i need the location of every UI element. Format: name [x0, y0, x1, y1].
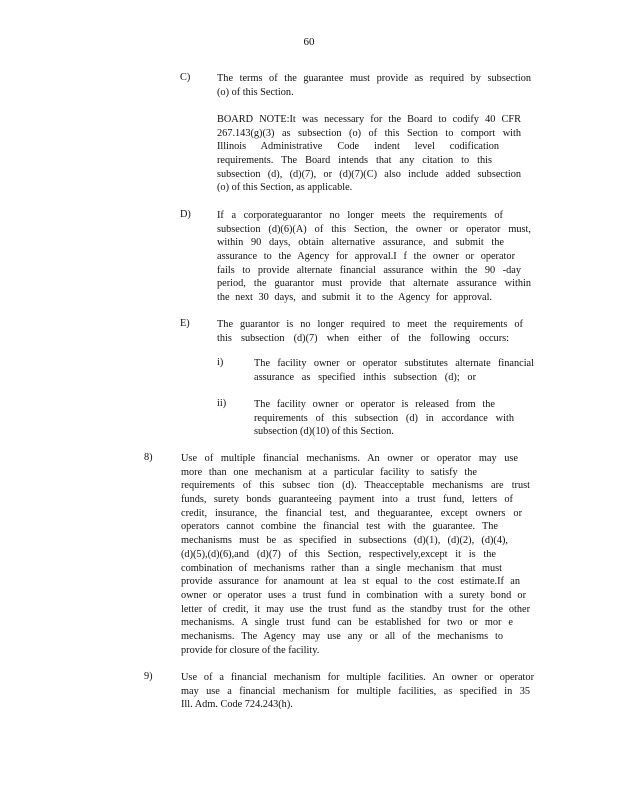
item-c-marker: C) [180, 72, 191, 83]
text-line: subsection (d), (d)(7), or (d)(7)(C) also include added subsection [217, 168, 521, 180]
text-line: more than one mechanism at a particular facility to satisfy the [181, 466, 477, 478]
text-line: The facility owner or operator substitutes alternate financial [254, 358, 534, 369]
text-line: mechanisms must be as specified in subsections (d)(1), (d)(2), (d)(4), [181, 535, 508, 547]
text-line: combination of mechanisms rather than a single mechanism that must [181, 562, 502, 574]
text-line: owner or operator uses a trust fund in combination with a surety bond or [181, 589, 526, 601]
text-line: 267.143(g)(3) as subsection (o) of this Section to comport with [217, 127, 521, 139]
text-line: credit, insurance, the financial test, and theguarantee, except owners or [181, 507, 522, 519]
page-number: 60 [303, 36, 315, 48]
text-line: funds, surety bonds guaranteeing payment into a trust fund, letters of [181, 494, 513, 506]
text-line: period, the guarantor must provide that alternate assurance within [217, 278, 531, 290]
text-line: If a corporateguarantor no longer meets the requirements of [217, 210, 503, 221]
text-line: provide for closure of the facility. [181, 644, 320, 656]
item-e-text [217, 318, 523, 345]
item-c-text [217, 72, 531, 99]
text-line: mechanisms. The Agency may use any or all of the mechanisms to [181, 630, 503, 642]
text-line: subsection (d)(10) of this Section. [254, 426, 394, 438]
item-d-text [217, 209, 531, 305]
text-line: may use a financial mechanism for multiple facilities, as specified in 35 [181, 685, 530, 697]
text-line: within 90 days, obtain alternative assurance, and submit the [217, 237, 504, 249]
text-line: Illinois Administrative Code indent level codification [217, 141, 499, 153]
item-9-marker: 9) [144, 671, 153, 682]
board-note-text [217, 113, 521, 195]
text-line: operators cannot combine the financial test with the guarantee. The [181, 521, 498, 533]
item-e-ii-marker: ii) [217, 398, 227, 409]
text-line: Use of a financial mechanism for multiple facilities. An owner or operator [181, 672, 534, 683]
text-line: (o) of this Section, as applicable. [217, 182, 353, 194]
text-line: (o) of this Section. [217, 86, 294, 98]
text-line: (d)(5),(d)(6),and (d)(7) of this Section, respectively,except it is the [181, 548, 496, 560]
text-line: the next 30 days, and submit it to the Agency for approval. [217, 292, 492, 304]
text-line: The guarantor is no longer required to meet the requirements of [217, 319, 523, 330]
item-e-i-marker: i) [217, 357, 224, 368]
item-8-text [181, 452, 530, 657]
text-line: letter of credit, it may use the trust fund as the standby trust for the other [181, 603, 530, 615]
text-line: The facility owner or operator is released from the [254, 399, 495, 410]
text-line: requirements of this subsec tion (d). Theacceptable mechanisms are trust [181, 480, 530, 492]
item-9-text [181, 671, 534, 712]
text-line: The terms of the guarantee must provide as required by subsection [217, 73, 531, 84]
text-line: provide assurance for anamount at lea st equal to the cost estimate.If an [181, 576, 520, 588]
item-e-i-text [254, 357, 534, 384]
text-line: subsection (d)(6)(A) of this Section, the owner or operator must, [217, 223, 531, 235]
item-8-marker: 8) [144, 452, 153, 463]
text-line: requirements. The Board intends that any citation to this [217, 155, 492, 167]
item-d-marker: D) [180, 209, 191, 220]
text-line: Use of multiple financial mechanisms. An owner or operator may use [181, 453, 518, 464]
text-line: Ill. Adm. Code 724.243(h). [181, 699, 293, 711]
text-line: BOARD NOTE:It was necessary for the Board to codify 40 CFR [217, 114, 521, 125]
item-e-marker: E) [180, 318, 190, 329]
text-line: requirements of this subsection (d) in accordance with [254, 412, 514, 424]
item-e-ii-text [254, 398, 514, 439]
text-line: mechanisms. A single trust fund can be established for two or mor e [181, 617, 513, 629]
text-line: fails to provide alternate financial assurance within the 90 -day [217, 264, 521, 276]
text-line: this subsection (d)(7) when either of the following occurs: [217, 332, 509, 344]
text-line: assurance to the Agency for approval.I f the owner or operator [217, 251, 515, 263]
text-line: assurance as specified inthis subsection (d); or [254, 371, 476, 383]
